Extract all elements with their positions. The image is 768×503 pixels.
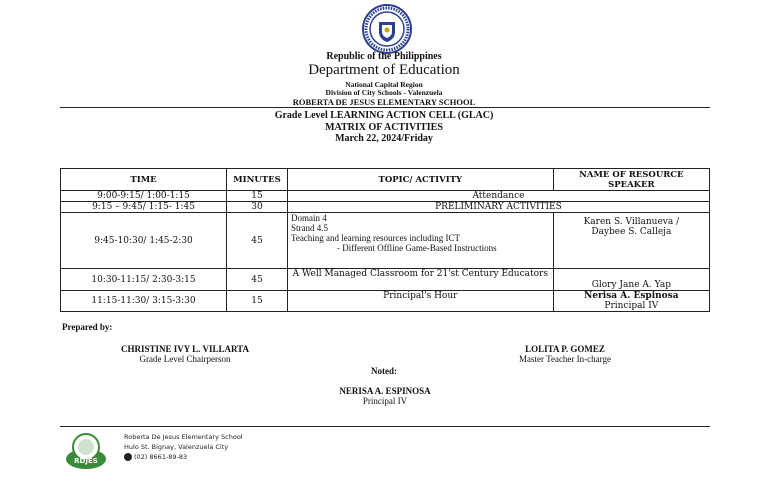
topic-cell: Attendance	[287, 191, 709, 202]
header-divider	[60, 107, 710, 108]
footer-divider	[60, 426, 710, 427]
topic-line: Teaching and learning resources including ICT	[290, 233, 461, 243]
table-row	[61, 202, 710, 213]
republic-heading: Republic of the Philippines	[326, 51, 442, 62]
principal-name: NERISA A. ESPINOSA	[339, 386, 431, 396]
column-header-topic: TOPIC/ ACTIVITY	[287, 169, 553, 191]
footer-school-name: Roberta De Jesus Elementary School	[124, 433, 243, 441]
topic-line: Strand 4.5	[290, 223, 328, 233]
document-subtitle: MATRIX OF ACTIVITIES	[325, 122, 443, 133]
document-title: Grade Level LEARNING ACTION CELL (GLAC)	[274, 110, 494, 121]
footer-phone: (02) 8661-89-83	[134, 453, 188, 461]
minutes-cell: 30	[227, 202, 288, 213]
master-teacher-signature-block	[480, 344, 650, 364]
footer-contact	[124, 432, 243, 462]
minutes-cell: 45	[227, 213, 288, 269]
minutes-cell: 45	[227, 269, 288, 291]
time-cell: 11:15-11:30/ 3:15-3:30	[61, 291, 227, 312]
master-teacher-role: Master Teacher In-charge	[519, 354, 611, 364]
table-row	[61, 291, 710, 312]
topic-line: - Different Offline Game-Based Instructions	[336, 243, 497, 253]
time-cell: 9:15 – 9:45/ 1:15- 1:45	[61, 202, 227, 213]
speaker-name: Daybee S. Calleja	[591, 227, 672, 237]
footer-phone-row	[124, 452, 243, 462]
column-header-speaker: NAME OF RESOURCE SPEAKER	[553, 169, 709, 191]
minutes-cell: 15	[227, 291, 288, 312]
school-logo	[64, 429, 108, 473]
principal-signature-block	[300, 386, 470, 406]
table-row	[61, 269, 710, 291]
noted-label: Noted:	[371, 366, 397, 376]
speaker-name: Nerisa A. Espinosa	[584, 291, 679, 301]
topic-cell: Principal's Hour	[287, 291, 553, 312]
topic-cell: PRELIMINARY ACTIVITIES	[287, 202, 709, 213]
minutes-cell: 15	[227, 191, 288, 202]
principal-role: Principal IV	[362, 396, 408, 406]
prepared-by-label: Prepared by:	[62, 322, 113, 332]
footer-address: Hulo St. Bignay, Valenzuela City	[124, 443, 229, 451]
time-cell: 9:00-9:15/ 1:00-1:15	[61, 191, 227, 202]
time-cell: 10:30-11:15/ 2:30-3:15	[61, 269, 227, 291]
speaker-name: Karen S. Villanueva /	[583, 217, 680, 227]
column-header-minutes: MINUTES	[227, 169, 288, 191]
speaker-cell: Glory Jane A. Yap	[553, 269, 709, 291]
region-heading: National Capital Region	[345, 80, 423, 89]
preparer-signature-block	[100, 344, 270, 364]
preparer-role: Grade Level Chairperson	[139, 354, 231, 364]
master-teacher-name: LOLITA P. GOMEZ	[525, 344, 605, 354]
department-heading: Department of Education	[308, 62, 460, 78]
speaker-cell	[553, 291, 709, 312]
activities-matrix-table	[60, 168, 710, 312]
document-date: March 22, 2024/Friday	[335, 133, 433, 144]
school-logo-text: RDJES	[74, 457, 98, 465]
preparer-name: CHRISTINE IVY L. VILLARTA	[120, 344, 250, 354]
time-cell: 9:45-10:30/ 1:45-2:30	[61, 213, 227, 269]
column-header-time: TIME	[61, 169, 227, 191]
deped-seal-logo	[362, 4, 412, 54]
school-heading: ROBERTA DE JESUS ELEMENTARY SCHOOL	[292, 97, 476, 107]
topic-cell: A Well Managed Classroom for 21'st Century Educators	[287, 269, 553, 291]
table-header-row	[61, 169, 710, 191]
speaker-cell	[553, 213, 709, 269]
topic-line: Domain 4	[290, 213, 327, 223]
division-heading: Division of City Schools - Valenzuela	[325, 88, 443, 97]
table-row	[61, 191, 710, 202]
phone-icon	[124, 453, 132, 461]
table-row	[61, 213, 710, 269]
topic-cell	[287, 213, 553, 269]
speaker-role: Principal IV	[604, 301, 659, 311]
